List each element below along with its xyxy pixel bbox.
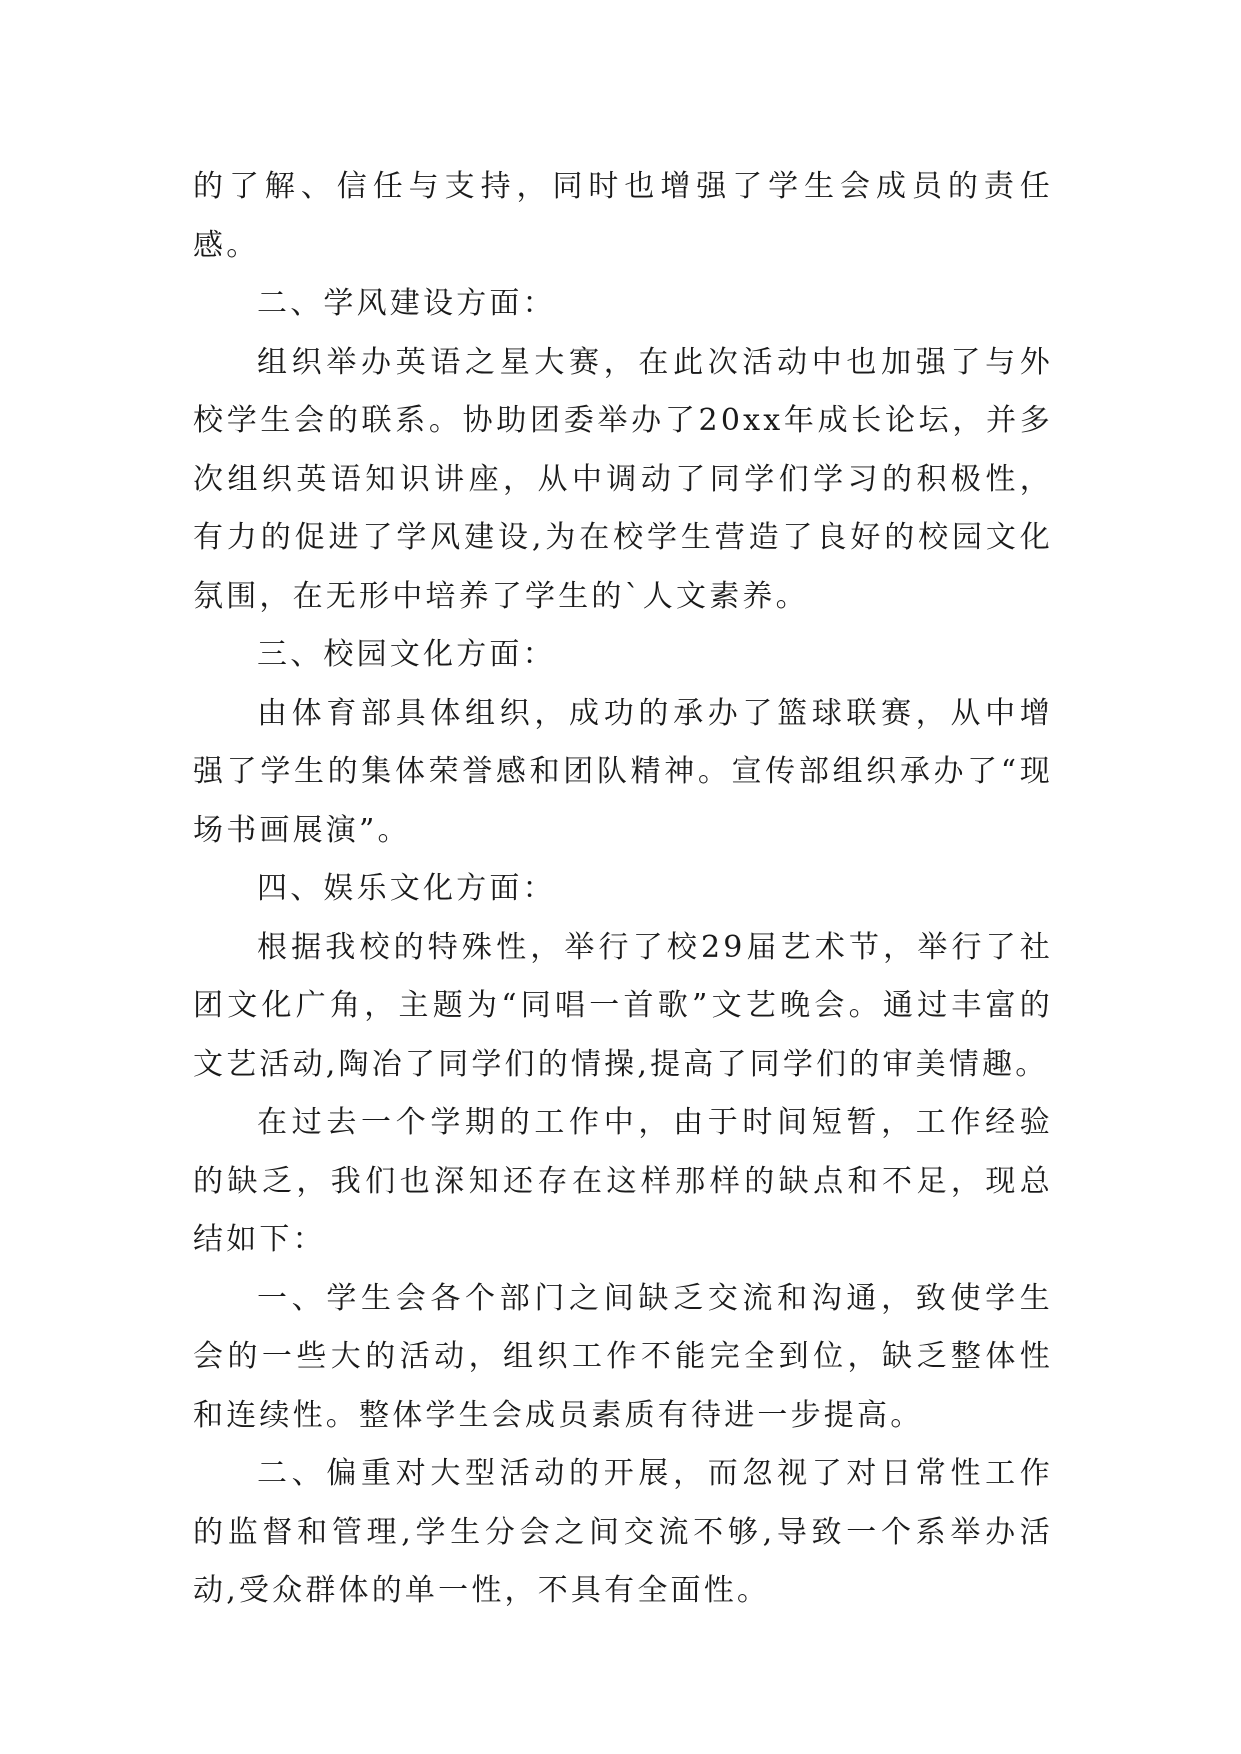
- paragraph-study-style: 组织举办英语之星大赛，在此次活动中也加强了与外校学生会的联系。协助团委举办了20xx年成长论坛，并多次组织英语知识讲座，从中调动了同学们学习的积极性，有力的促进了学风建设,为在校学生营造了良好的校园文化氛围，在无形中培养了学生的`人文素养。: [193, 344, 1053, 614]
- document-body: [193, 158, 1053, 1621]
- paragraph-entertainment: 根据我校的特殊性，举行了校29届艺术节，举行了社团文化广角，主题为“同唱一首歌”文艺晚会。通过丰富的文艺活动,陶冶了同学们的情操,提高了同学们的审美情趣。: [193, 929, 1053, 1082]
- section-heading-entertainment: 四、娱乐文化方面：: [257, 871, 556, 906]
- section-heading-study-style: 二、学风建设方面：: [257, 286, 556, 321]
- paragraph-shortcoming-one: 一、学生会各个部门之间缺乏交流和沟通，致使学生会的一些大的活动，组织工作不能完全到位，缺乏整体性和连续性。整体学生会成员素质有待进一步提高。: [193, 1280, 1053, 1433]
- paragraph-continuation: 的了解、信任与支持，同时也增强了学生会成员的责任感。: [193, 169, 1053, 263]
- section-heading-campus-culture: 三、校园文化方面：: [257, 637, 556, 672]
- paragraph-campus-culture: 由体育部具体组织，成功的承办了篮球联赛，从中增强了学生的集体荣誉感和团队精神。宣传部组织承办了“现场书画展演”。: [193, 695, 1053, 848]
- paragraph-shortcoming-two: 二、偏重对大型活动的开展，而忽视了对日常性工作的监督和管理,学生分会之间交流不够,导致一个系举办活动,受众群体的单一性，不具有全面性。: [193, 1456, 1053, 1608]
- paragraph-shortcomings-intro: 在过去一个学期的工作中，由于时间短暂，工作经验的缺乏，我们也深知还存在这样那样的缺点和不足，现总结如下：: [193, 1105, 1053, 1257]
